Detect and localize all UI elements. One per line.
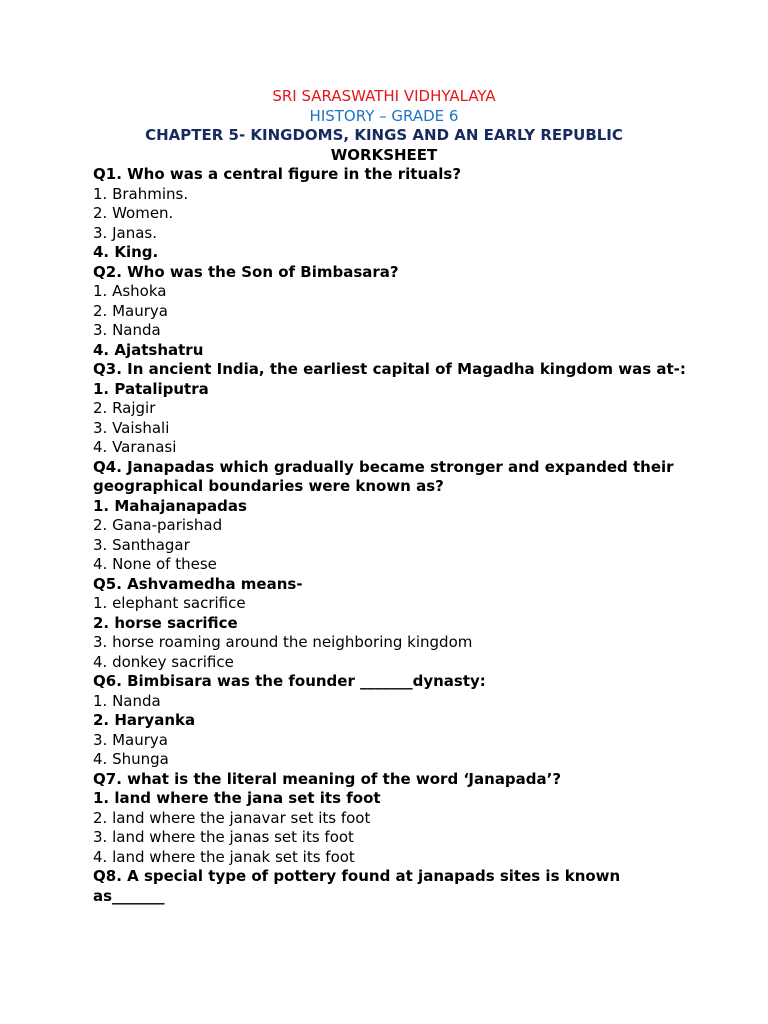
question-text: Q3. In ancient India, the earliest capital of Magadha kingdom was at-:	[93, 360, 686, 378]
question-block	[93, 672, 693, 770]
answer-option: 4. Shunga	[93, 750, 169, 768]
answer-option-correct: 4. Ajatshatru	[93, 340, 204, 359]
answer-option: 4. donkey sacrifice	[93, 652, 234, 671]
answer-option: 1. Nanda	[93, 691, 161, 710]
answer-option: 3. Santhagar	[93, 535, 190, 554]
answer-option: 2. Gana-parishad	[93, 516, 223, 534]
answer-option: 2. Women.	[93, 204, 174, 222]
question-text: Q1. Who was a central figure in the rituals?	[93, 165, 462, 183]
question-list	[93, 165, 693, 906]
answer-option: 3. Janas.	[93, 223, 157, 242]
question-block	[93, 360, 693, 458]
answer-option: 3. land where the janas set its foot	[93, 828, 354, 846]
question-block	[93, 867, 693, 906]
chapter-title: CHAPTER 5- KINGDOMS, KINGS AND AN EARLY REPUBLIC	[145, 126, 623, 144]
answer-option: 2. Rajgir	[93, 399, 156, 417]
question-text: Q2. Who was the Son of Bimbasara?	[93, 262, 399, 281]
question-block	[93, 165, 693, 263]
answer-option-correct: 4. King.	[93, 243, 159, 261]
answer-option-correct: 1. Pataliputra	[93, 379, 209, 398]
question-block	[93, 770, 693, 868]
answer-option: 3. Vaishali	[93, 418, 170, 437]
question-block	[93, 458, 693, 575]
worksheet-title: WORKSHEET	[330, 145, 438, 164]
question-block	[93, 575, 693, 673]
question-text: Q8. A special type of pottery found at janapads sites is known as_______	[93, 867, 621, 905]
answer-option: 1. Brahmins.	[93, 184, 189, 203]
question-text: Q5. Ashvamedha means-	[93, 574, 303, 593]
question-text: Q4. Janapadas which gradually became stronger and expanded their geographical boundaries were known as?	[93, 457, 674, 495]
answer-option: 1. Ashoka	[93, 282, 167, 300]
answer-option: 2. Maurya	[93, 301, 168, 320]
answer-option: 3. Maurya	[93, 730, 168, 749]
subject-grade: HISTORY – GRADE 6	[309, 106, 459, 125]
answer-option: 4. Varanasi	[93, 438, 177, 456]
answer-option-correct: 2. horse sacrifice	[93, 613, 238, 632]
school-name: SRI SARASWATHI VIDHYALAYA	[272, 87, 496, 105]
answer-option: 4. None of these	[93, 555, 217, 573]
answer-option: 2. land where the janavar set its foot	[93, 808, 371, 827]
question-text: Q6. Bimbisara was the founder _______dynasty:	[93, 672, 486, 690]
answer-option: 3. Nanda	[93, 321, 161, 339]
answer-option-correct: 1. Mahajanapadas	[93, 496, 247, 515]
answer-option-correct: 2. Haryanka	[93, 711, 196, 729]
question-text: Q7. what is the literal meaning of the word ‘Janapada’?	[93, 769, 562, 788]
answer-option: 4. land where the janak set its foot	[93, 847, 355, 866]
answer-option-correct: 1. land where the jana set its foot	[93, 789, 381, 807]
worksheet-header	[0, 87, 768, 165]
question-block	[93, 263, 693, 361]
answer-option: 3. horse roaming around the neighboring kingdom	[93, 633, 473, 651]
answer-option: 1. elephant sacrifice	[93, 594, 246, 612]
